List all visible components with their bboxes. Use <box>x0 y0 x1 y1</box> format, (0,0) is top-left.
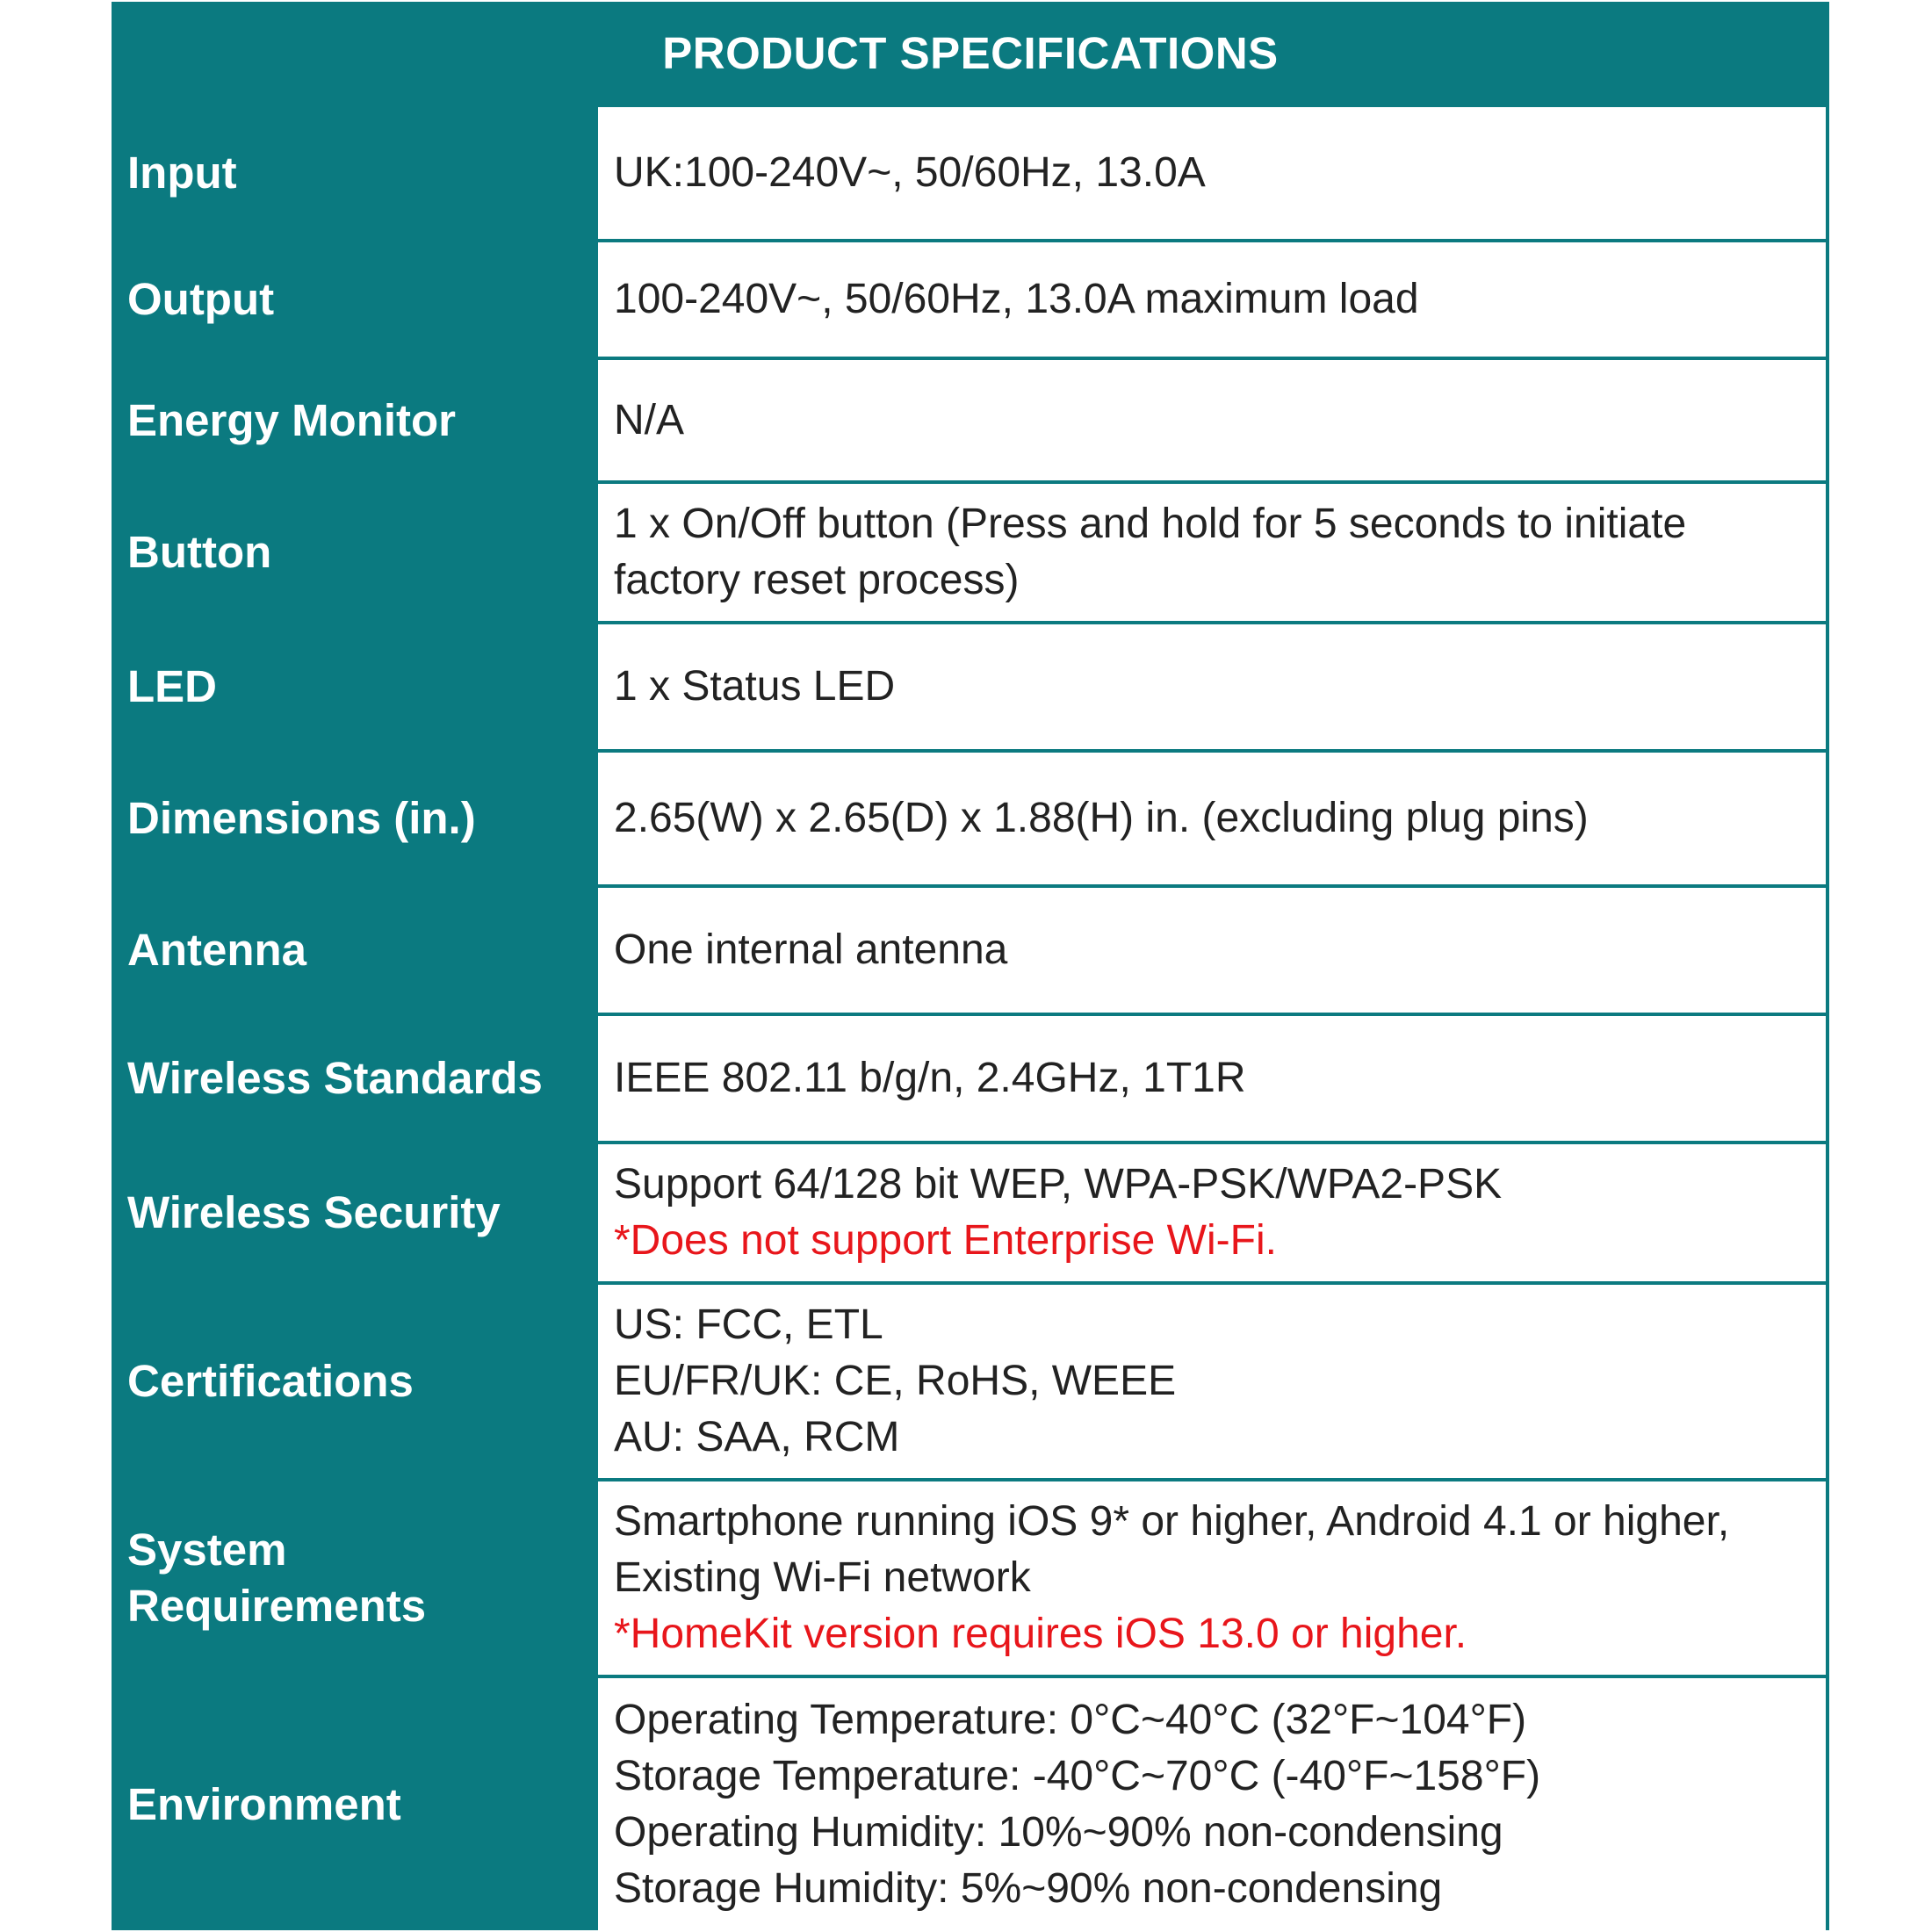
spec-row-wireless-security <box>112 1144 1829 1281</box>
spec-row-input <box>112 107 1829 239</box>
spec-value <box>598 1144 1826 1281</box>
spec-label: Button <box>127 527 272 577</box>
spec-value <box>598 1016 1826 1141</box>
spec-value-line: AU: SAA, RCM <box>614 1414 900 1460</box>
spec-value <box>598 888 1826 1013</box>
spec-row-certifications <box>112 1285 1829 1478</box>
spec-row-energy-monitor <box>112 360 1829 480</box>
spec-table <box>112 2 1829 1930</box>
spec-value <box>598 242 1826 357</box>
spec-title: PRODUCT SPECIFICATIONS <box>662 28 1279 78</box>
spec-row-wireless-standards <box>112 1016 1829 1141</box>
spec-value <box>598 484 1826 621</box>
spec-label: Environment <box>127 1778 401 1829</box>
spec-row-output <box>112 242 1829 357</box>
spec-row-button <box>112 484 1829 621</box>
spec-value-line: EU/FR/UK: CE, RoHS, WEEE <box>614 1358 1177 1404</box>
spec-label: Wireless Standards <box>127 1053 543 1103</box>
spec-label: Wireless Security <box>127 1187 501 1237</box>
spec-value-line: Support 64/128 bit WEP, WPA-PSK/WPA2-PSK <box>614 1161 1503 1208</box>
spec-value <box>598 753 1826 884</box>
spec-note: *Does not support Enterprise Wi-Fi. <box>614 1217 1277 1264</box>
spec-value <box>598 360 1826 480</box>
spec-label-line: System <box>127 1525 287 1575</box>
spec-note: *HomeKit version requires iOS 13.0 or higher. <box>614 1611 1467 1657</box>
spec-label: Energy Monitor <box>127 394 457 445</box>
spec-value-line: Operating Temperature: 0°C~40°C (32°F~104°F) <box>614 1696 1527 1743</box>
spec-value <box>598 107 1826 239</box>
spec-value <box>598 1481 1826 1675</box>
spec-label: Dimensions (in.) <box>127 793 476 843</box>
spec-row-environment <box>112 1678 1829 1930</box>
spec-value-line: Storage Humidity: 5%~90% non-condensing <box>614 1864 1443 1912</box>
spec-label <box>127 1481 584 1675</box>
spec-row-dimensions <box>112 753 1829 884</box>
spec-label: Antenna <box>127 925 306 975</box>
spec-label: Output <box>127 274 275 324</box>
spec-row-system-requirements <box>112 1481 1829 1675</box>
spec-label: Certifications <box>127 1356 414 1406</box>
spec-value-line: 2.65(W) x 2.65(D) x 1.88(H) in. (excluding plug pins) <box>614 795 1589 841</box>
spec-value-line: UK:100-240V~, 50/60Hz, 13.0A <box>614 149 1206 196</box>
spec-value-line: One internal antenna <box>614 926 1008 973</box>
spec-row-antenna <box>112 888 1829 1013</box>
spec-row-led <box>112 624 1829 749</box>
spec-label-line: Requirements <box>127 1581 427 1631</box>
spec-value <box>598 1678 1826 1930</box>
spec-value-line: Storage Temperature: -40°C~70°C (-40°F~158°F) <box>614 1752 1541 1799</box>
spec-value-line: N/A <box>614 396 685 443</box>
spec-value-line: 1 x Status LED <box>614 663 896 710</box>
spec-label: Input <box>127 148 237 198</box>
spec-value-line: 1 x On/Off button (Press and hold for 5 seconds to initiate factory reset process) <box>614 501 1687 603</box>
spec-value-line: Operating Humidity: 10%~90% non-condensing <box>614 1808 1503 1856</box>
spec-value-line: 100-240V~, 50/60Hz, 13.0A maximum load <box>614 276 1419 322</box>
spec-value <box>598 624 1826 749</box>
spec-label: LED <box>127 661 217 711</box>
spec-value-line: IEEE 802.11 b/g/n, 2.4GHz, 1T1R <box>614 1055 1246 1101</box>
spec-value-line: US: FCC, ETL <box>614 1301 883 1348</box>
spec-value-line: Smartphone running iOS 9* or higher, Android 4.1 or higher, Existing Wi-Fi network <box>614 1498 1730 1601</box>
spec-value <box>598 1285 1826 1478</box>
